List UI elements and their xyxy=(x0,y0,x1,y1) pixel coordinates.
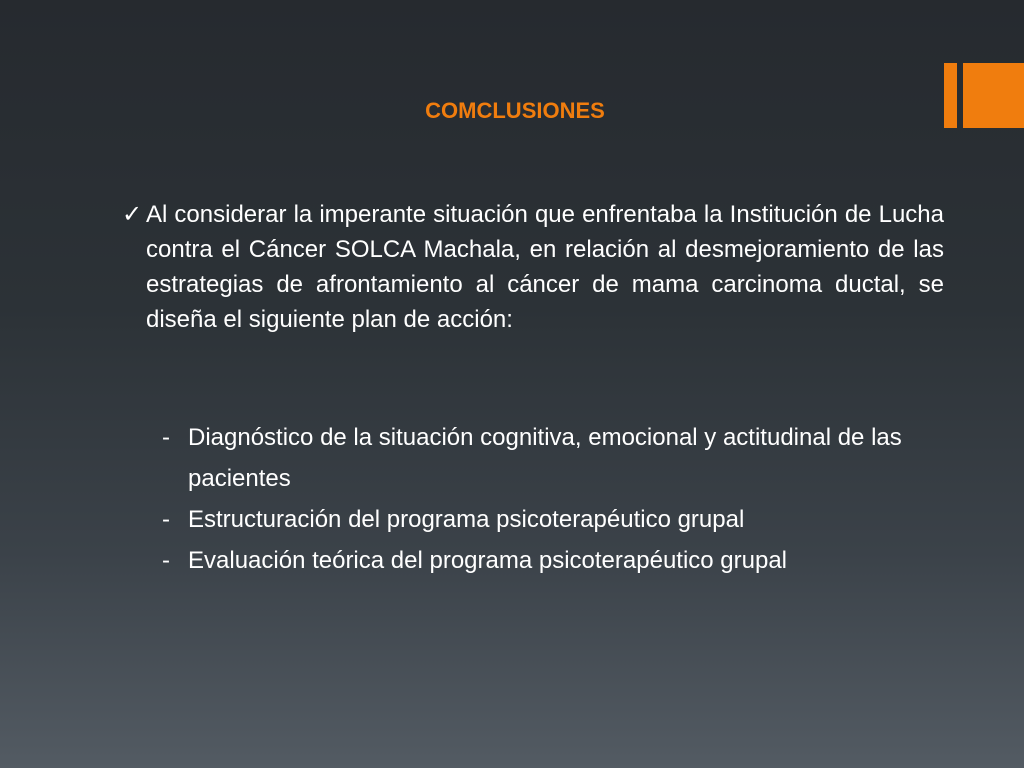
checkmark-icon: ✓ xyxy=(122,201,143,228)
slide-body xyxy=(122,197,944,337)
bullet-text: Estructuración del programa psicoterapéutico grupal xyxy=(188,506,745,533)
slide-title: COMCLUSIONES xyxy=(425,98,605,123)
bullet-dash: - xyxy=(162,424,170,451)
bullet-item xyxy=(162,499,942,540)
bullet-dash: - xyxy=(162,547,170,574)
bullet-item xyxy=(162,540,942,581)
check-paragraph xyxy=(122,197,944,337)
bullet-list xyxy=(162,417,942,581)
bullet-item xyxy=(162,417,942,499)
bullet-text: Evaluación teórica del programa psicoterapéutico grupal xyxy=(188,547,788,574)
paragraph-text: Al considerar la imperante situación que enfrentaba la Institución de Lucha contra el Cáncer SOLCA Machala, en relación al desmejoramiento de las estrategias de afrontamiento al cáncer de mama carcinoma ductal, se diseña el siguiente plan de acción: xyxy=(146,201,944,333)
bullet-text: Diagnóstico de la situación cognitiva, emocional y actitudinal de las pacientes xyxy=(188,424,902,492)
bullet-dash: - xyxy=(162,506,170,533)
